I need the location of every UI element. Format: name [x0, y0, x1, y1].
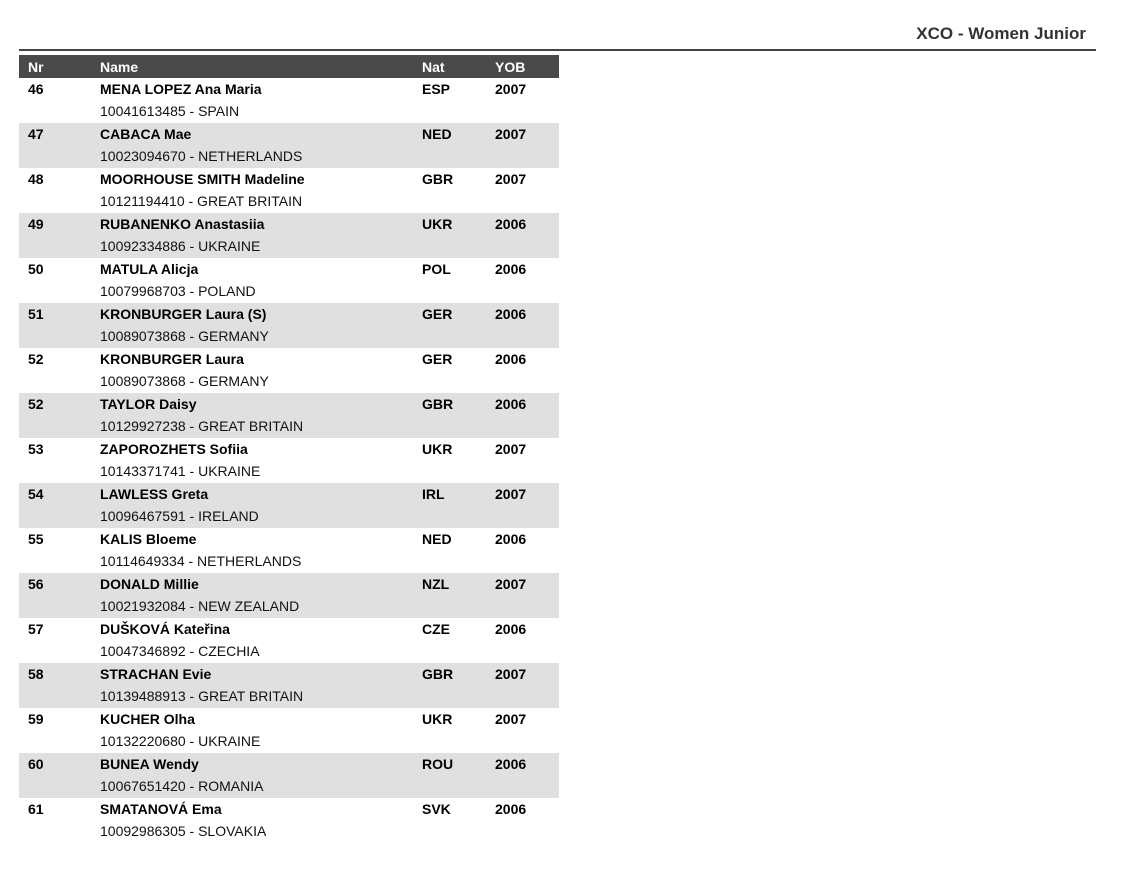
rider-nation: NED — [422, 126, 452, 142]
table-row — [19, 618, 559, 663]
rider-year-of-birth: 2007 — [495, 576, 527, 592]
table-row — [19, 438, 559, 483]
rider-name: KUCHER Olha — [100, 711, 195, 727]
rider-name-cell — [100, 168, 422, 213]
table-row — [19, 663, 559, 708]
rider-yob-cell — [495, 303, 559, 348]
rider-yob-cell — [495, 438, 559, 483]
rider-yob-cell — [495, 753, 559, 798]
rider-yob-cell — [495, 618, 559, 663]
rider-number-cell — [19, 798, 100, 843]
rider-nation: NED — [422, 531, 452, 547]
rider-name-cell — [100, 663, 422, 708]
rider-nation-cell — [422, 303, 495, 348]
rider-number: 58 — [28, 666, 44, 682]
table-row — [19, 573, 559, 618]
rider-yob-cell — [495, 663, 559, 708]
table-row — [19, 393, 559, 438]
rider-yob-cell — [495, 798, 559, 843]
rider-number: 61 — [28, 801, 44, 817]
rider-yob-cell — [495, 573, 559, 618]
table-row — [19, 753, 559, 798]
rider-yob-cell — [495, 348, 559, 393]
rider-name-cell — [100, 573, 422, 618]
rider-yob-cell — [495, 168, 559, 213]
rider-nation: SVK — [422, 801, 451, 817]
rider-uci-id: 10047346892 - CZECHIA — [100, 643, 260, 659]
rider-name: DUŠKOVÁ Kateřina — [100, 621, 230, 637]
rider-name: DONALD Millie — [100, 576, 199, 592]
rider-name: MENA LOPEZ Ana Maria — [100, 81, 262, 97]
rider-number-cell — [19, 753, 100, 798]
rider-year-of-birth: 2007 — [495, 171, 527, 187]
rider-yob-cell — [495, 258, 559, 303]
rider-uci-id: 10129927238 - GREAT BRITAIN — [100, 418, 304, 434]
rider-uci-id: 10096467591 - IRELAND — [100, 508, 259, 524]
rider-year-of-birth: 2007 — [495, 81, 527, 97]
rider-name-cell — [100, 528, 422, 573]
rider-name: STRACHAN Evie — [100, 666, 212, 682]
rider-uci-id: 10079968703 - POLAND — [100, 283, 256, 299]
rider-nation: GER — [422, 306, 453, 322]
rider-name: MOORHOUSE SMITH Madeline — [100, 171, 305, 187]
rider-uci-id: 10021932084 - NEW ZEALAND — [100, 598, 300, 614]
rider-number-cell — [19, 663, 100, 708]
rider-uci-id: 10067651420 - ROMANIA — [100, 778, 264, 794]
rider-name: KALIS Bloeme — [100, 531, 197, 547]
rider-nation: UKR — [422, 441, 453, 457]
rider-number-cell — [19, 573, 100, 618]
rider-name-cell — [100, 438, 422, 483]
table-row — [19, 78, 559, 123]
rider-uci-id: 10092986305 - SLOVAKIA — [100, 823, 267, 839]
rider-name: MATULA Alicja — [100, 261, 199, 277]
rider-name-cell — [100, 483, 422, 528]
rider-number: 53 — [28, 441, 44, 457]
rider-nation: GBR — [422, 171, 454, 187]
rider-nation-cell — [422, 123, 495, 168]
rider-year-of-birth: 2006 — [495, 216, 527, 232]
rider-uci-id: 10121194410 - GREAT BRITAIN — [100, 193, 303, 209]
column-header-nat: Nat — [422, 55, 495, 78]
rider-year-of-birth: 2006 — [495, 801, 527, 817]
rider-nation: GER — [422, 351, 453, 367]
rider-number-cell — [19, 168, 100, 213]
table-row — [19, 123, 559, 168]
rider-year-of-birth: 2006 — [495, 261, 527, 277]
rider-uci-id: 10114649334 - NETHERLANDS — [100, 553, 302, 569]
rider-number: 46 — [28, 81, 44, 97]
rider-nation: UKR — [422, 216, 453, 232]
rider-name-cell — [100, 348, 422, 393]
rider-name-cell — [100, 618, 422, 663]
column-header-yob: YOB — [495, 55, 559, 78]
table-row — [19, 258, 559, 303]
rider-number: 50 — [28, 261, 44, 277]
rider-name-cell — [100, 393, 422, 438]
rider-yob-cell — [495, 213, 559, 258]
rider-year-of-birth: 2006 — [495, 756, 527, 772]
rider-nation: GBR — [422, 666, 454, 682]
rider-name-cell — [100, 798, 422, 843]
rider-name: CABACA Mae — [100, 126, 192, 142]
rider-number-cell — [19, 393, 100, 438]
rider-number: 55 — [28, 531, 44, 547]
rider-uci-id: 10023094670 - NETHERLANDS — [100, 148, 303, 164]
rider-name-cell — [100, 708, 422, 753]
rider-name: RUBANENKO Anastasiia — [100, 216, 265, 232]
rider-name: KRONBURGER Laura (S) — [100, 306, 267, 322]
rider-name: KRONBURGER Laura — [100, 351, 244, 367]
rider-nation: ROU — [422, 756, 454, 772]
rider-year-of-birth: 2007 — [495, 486, 527, 502]
start-list-table — [19, 55, 559, 843]
rider-nation-cell — [422, 393, 495, 438]
table-row — [19, 483, 559, 528]
rider-nation: ESP — [422, 81, 451, 97]
rider-uci-id: 10139488913 - GREAT BRITAIN — [100, 688, 304, 704]
table-header-row — [19, 55, 559, 78]
rider-number-cell — [19, 123, 100, 168]
rider-number: 47 — [28, 126, 44, 142]
rider-nation-cell — [422, 753, 495, 798]
page-title: XCO - Women Junior — [916, 24, 1086, 43]
table-row — [19, 168, 559, 213]
rider-year-of-birth: 2006 — [495, 351, 527, 367]
rider-number-cell — [19, 213, 100, 258]
rider-nation-cell — [422, 168, 495, 213]
rider-nation-cell — [422, 708, 495, 753]
title-divider — [19, 49, 1096, 51]
rider-nation: GBR — [422, 396, 454, 412]
rider-nation-cell — [422, 663, 495, 708]
rider-number-cell — [19, 618, 100, 663]
rider-year-of-birth: 2006 — [495, 531, 527, 547]
rider-year-of-birth: 2006 — [495, 306, 527, 322]
rider-year-of-birth: 2007 — [495, 126, 527, 142]
rider-uci-id: 10041613485 - SPAIN — [100, 103, 240, 119]
rider-nation-cell — [422, 798, 495, 843]
rider-name-cell — [100, 303, 422, 348]
rider-nation-cell — [422, 438, 495, 483]
rider-name-cell — [100, 213, 422, 258]
table-row — [19, 348, 559, 393]
rider-number: 59 — [28, 711, 44, 727]
rider-yob-cell — [495, 78, 559, 123]
rider-number-cell — [19, 258, 100, 303]
rider-number-cell — [19, 78, 100, 123]
rider-number: 51 — [28, 306, 44, 322]
rider-uci-id: 10089073868 - GERMANY — [100, 373, 269, 389]
rider-number: 60 — [28, 756, 44, 772]
rider-yob-cell — [495, 393, 559, 438]
table-row — [19, 798, 559, 843]
rider-number-cell — [19, 438, 100, 483]
table-row — [19, 708, 559, 753]
rider-number: 52 — [28, 396, 44, 412]
rider-nation-cell — [422, 573, 495, 618]
table-row — [19, 528, 559, 573]
rider-number: 56 — [28, 576, 44, 592]
rider-nation-cell — [422, 213, 495, 258]
rider-name-cell — [100, 258, 422, 303]
rider-nation: POL — [422, 261, 451, 277]
rider-number-cell — [19, 708, 100, 753]
rider-year-of-birth: 2007 — [495, 666, 527, 682]
rider-name: LAWLESS Greta — [100, 486, 209, 502]
rider-number: 54 — [28, 486, 44, 502]
rider-number: 57 — [28, 621, 44, 637]
rider-number-cell — [19, 303, 100, 348]
rider-yob-cell — [495, 483, 559, 528]
rider-year-of-birth: 2006 — [495, 621, 527, 637]
rider-number-cell — [19, 483, 100, 528]
rider-nation-cell — [422, 618, 495, 663]
rider-nation: UKR — [422, 711, 453, 727]
rider-year-of-birth: 2007 — [495, 441, 527, 457]
rider-nation: NZL — [422, 576, 450, 592]
rider-name: BUNEA Wendy — [100, 756, 199, 772]
rider-number: 52 — [28, 351, 44, 367]
rider-nation-cell — [422, 78, 495, 123]
rider-name: ZAPOROZHETS Sofiia — [100, 441, 248, 457]
rider-number-cell — [19, 528, 100, 573]
table-row — [19, 303, 559, 348]
rider-number-cell — [19, 348, 100, 393]
rider-name-cell — [100, 78, 422, 123]
rider-nation: CZE — [422, 621, 450, 637]
rider-year-of-birth: 2006 — [495, 396, 527, 412]
rider-name-cell — [100, 753, 422, 798]
rider-uci-id: 10089073868 - GERMANY — [100, 328, 269, 344]
column-header-nr: Nr — [19, 55, 100, 78]
rider-nation-cell — [422, 528, 495, 573]
table-row — [19, 213, 559, 258]
column-header-name: Name — [100, 55, 422, 78]
rider-nation-cell — [422, 348, 495, 393]
rider-name: SMATANOVÁ Ema — [100, 801, 222, 817]
rider-uci-id: 10143371741 - UKRAINE — [100, 463, 261, 479]
rider-nation-cell — [422, 483, 495, 528]
rider-yob-cell — [495, 528, 559, 573]
rider-uci-id: 10132220680 - UKRAINE — [100, 733, 261, 749]
rider-number: 49 — [28, 216, 44, 232]
rider-year-of-birth: 2007 — [495, 711, 527, 727]
rider-number: 48 — [28, 171, 44, 187]
rider-name-cell — [100, 123, 422, 168]
rider-uci-id: 10092334886 - UKRAINE — [100, 238, 261, 254]
rider-nation: IRL — [422, 486, 445, 502]
rider-name: TAYLOR Daisy — [100, 396, 197, 412]
rider-yob-cell — [495, 708, 559, 753]
rider-yob-cell — [495, 123, 559, 168]
rider-nation-cell — [422, 258, 495, 303]
